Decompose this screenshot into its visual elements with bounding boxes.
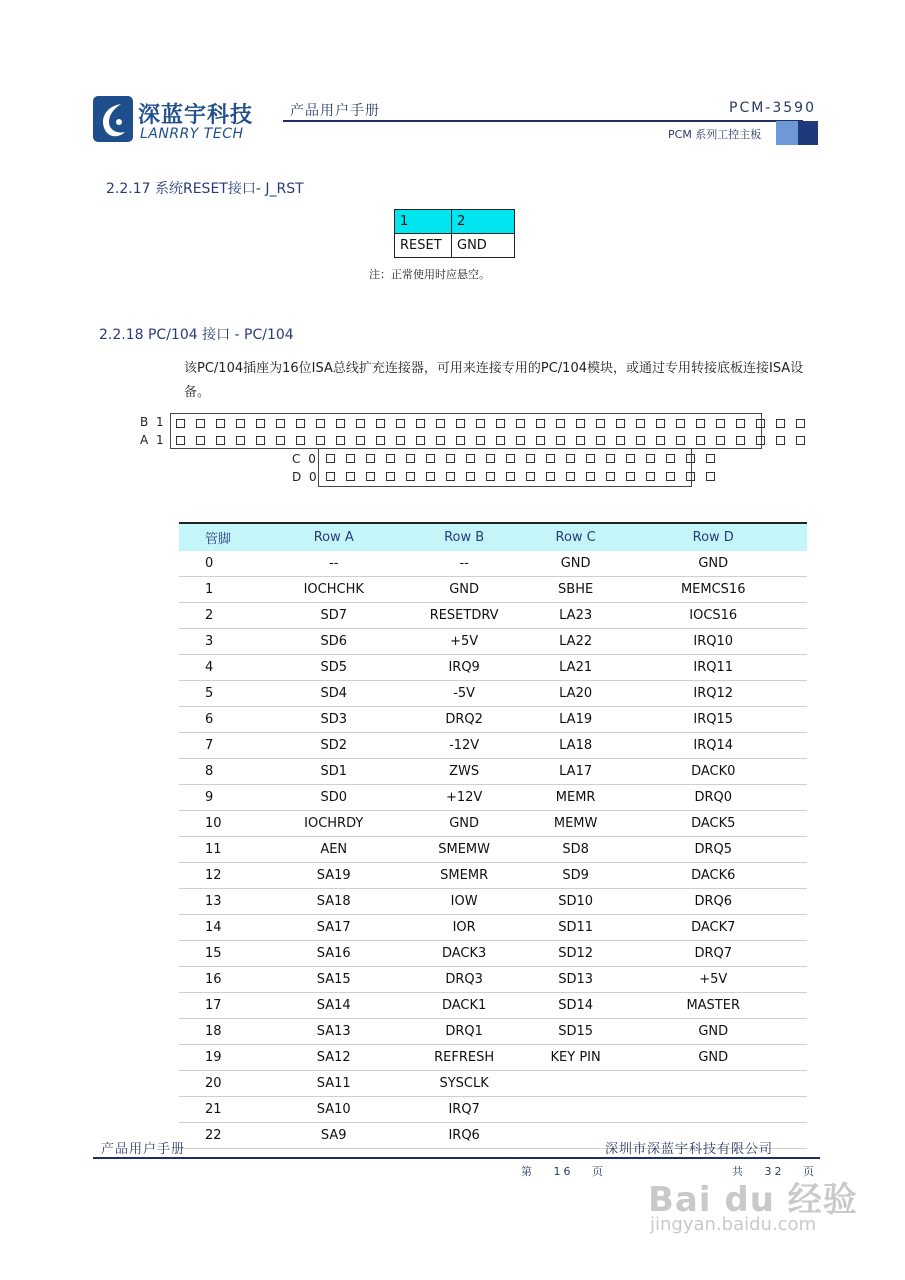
header-accent-block-light xyxy=(776,121,798,145)
pin-square-icon xyxy=(626,454,635,463)
pin-square-icon xyxy=(346,472,355,481)
table-row xyxy=(179,837,807,863)
pin-square-icon xyxy=(596,436,605,445)
table-cell: DRQ2 xyxy=(396,707,531,733)
table-cell: GND xyxy=(396,577,531,603)
header-accent-block-dark xyxy=(798,121,818,145)
pin-square-icon xyxy=(566,454,575,463)
table-cell: SA16 xyxy=(271,941,396,967)
pin-square-icon xyxy=(506,454,515,463)
table-cell xyxy=(619,1071,807,1097)
table-cell: 14 xyxy=(179,915,271,941)
pin-square-icon xyxy=(356,419,365,428)
table-cell: 1 xyxy=(395,210,452,234)
pin-row-b xyxy=(176,419,816,428)
pin-square-icon xyxy=(636,436,645,445)
table-cell: IRQ10 xyxy=(619,629,807,655)
watermark-logo: Bai du 经验 xyxy=(648,1180,858,1220)
table-cell: DACK3 xyxy=(396,941,531,967)
table-cell: 4 xyxy=(179,655,271,681)
pin-square-icon xyxy=(586,472,595,481)
table-cell: DRQ1 xyxy=(396,1019,531,1045)
pin-row-a xyxy=(176,436,816,445)
pin-square-icon xyxy=(386,454,395,463)
table-cell: SA19 xyxy=(271,863,396,889)
pin-square-icon xyxy=(736,419,745,428)
table-cell: 2 xyxy=(179,603,271,629)
table-row xyxy=(179,863,807,889)
table-cell: SD6 xyxy=(271,629,396,655)
pin-square-icon xyxy=(596,419,605,428)
pin-square-icon xyxy=(646,454,655,463)
table-cell: SD5 xyxy=(271,655,396,681)
table-cell: GND xyxy=(532,551,620,577)
pin-square-icon xyxy=(326,472,335,481)
pin-square-icon xyxy=(606,472,615,481)
pin-square-icon xyxy=(526,454,535,463)
column-header: Row A xyxy=(271,523,396,551)
table-row xyxy=(179,811,807,837)
table-cell: MASTER xyxy=(619,993,807,1019)
table-row xyxy=(179,655,807,681)
table-cell: DRQ5 xyxy=(619,837,807,863)
pin-square-icon xyxy=(436,419,445,428)
table-cell: 9 xyxy=(179,785,271,811)
header-divider xyxy=(283,120,803,122)
pin-square-icon xyxy=(716,436,725,445)
table-cell: GND xyxy=(619,1019,807,1045)
pin-square-icon xyxy=(616,436,625,445)
pin-square-icon xyxy=(496,419,505,428)
table-row xyxy=(179,1097,807,1123)
table-cell: LA22 xyxy=(532,629,620,655)
pin-row-d xyxy=(326,472,726,481)
table-cell: -5V xyxy=(396,681,531,707)
connector-label-a1: A 1 xyxy=(140,433,166,447)
pin-square-icon xyxy=(456,419,465,428)
pin-square-icon xyxy=(436,436,445,445)
pin-row-c xyxy=(326,454,726,463)
pin-square-icon xyxy=(216,436,225,445)
table-cell: 5 xyxy=(179,681,271,707)
table-row xyxy=(179,889,807,915)
pin-square-icon xyxy=(396,436,405,445)
table-cell: GND xyxy=(619,551,807,577)
table-cell: DACK7 xyxy=(619,915,807,941)
table-cell: DRQ0 xyxy=(619,785,807,811)
header-series: PCM 系列工控主板 xyxy=(668,128,762,141)
pin-square-icon xyxy=(416,436,425,445)
table-row xyxy=(179,1019,807,1045)
pin-square-icon xyxy=(576,419,585,428)
pin-square-icon xyxy=(316,436,325,445)
table-row xyxy=(179,629,807,655)
table-cell: 15 xyxy=(179,941,271,967)
pc104-pin-table xyxy=(179,522,807,1149)
pin-square-icon xyxy=(556,419,565,428)
table-cell: 13 xyxy=(179,889,271,915)
table-cell: SD14 xyxy=(532,993,620,1019)
pin-square-icon xyxy=(476,419,485,428)
table-cell: IOCHRDY xyxy=(271,811,396,837)
pin-square-icon xyxy=(706,454,715,463)
footer-divider xyxy=(93,1157,820,1159)
pin-square-icon xyxy=(446,454,455,463)
pin-square-icon xyxy=(346,454,355,463)
pin-square-icon xyxy=(366,472,375,481)
table-cell: +12V xyxy=(396,785,531,811)
pin-square-icon xyxy=(356,436,365,445)
pin-square-icon xyxy=(556,436,565,445)
table-row xyxy=(179,551,807,577)
pin-square-icon xyxy=(796,419,805,428)
table-cell: DACK1 xyxy=(396,993,531,1019)
pin-square-icon xyxy=(326,454,335,463)
table-cell: MEMW xyxy=(532,811,620,837)
table-cell: ZWS xyxy=(396,759,531,785)
pin-square-icon xyxy=(666,454,675,463)
table-cell: SD8 xyxy=(532,837,620,863)
pin-square-icon xyxy=(776,436,785,445)
table-row xyxy=(179,993,807,1019)
footer-total-pages: 共 32 页 xyxy=(732,1165,817,1178)
pc104-description: 该PC/104插座为16位ISA总线扩充连接器，可用来连接专用的PC/104模块，或通过专用转接底板连接ISA设备。 xyxy=(184,361,804,400)
table-cell: 1 xyxy=(179,577,271,603)
table-cell: SD12 xyxy=(532,941,620,967)
pin-square-icon xyxy=(276,419,285,428)
table-cell: SD7 xyxy=(271,603,396,629)
pin-square-icon xyxy=(546,454,555,463)
table-cell: GND xyxy=(452,234,515,258)
pin-square-icon xyxy=(316,419,325,428)
table-cell: SD0 xyxy=(271,785,396,811)
table-cell: SA10 xyxy=(271,1097,396,1123)
table-row xyxy=(395,234,515,258)
pin-square-icon xyxy=(536,436,545,445)
pin-square-icon xyxy=(196,419,205,428)
pin-square-icon xyxy=(466,454,475,463)
table-cell: LA21 xyxy=(532,655,620,681)
table-cell xyxy=(532,1071,620,1097)
table-cell: IOR xyxy=(396,915,531,941)
pin-square-icon xyxy=(546,472,555,481)
table-cell: MEMR xyxy=(532,785,620,811)
pin-square-icon xyxy=(606,454,615,463)
table-cell: -12V xyxy=(396,733,531,759)
table-row xyxy=(179,681,807,707)
pin-square-icon xyxy=(676,436,685,445)
table-cell: 17 xyxy=(179,993,271,1019)
pin-square-icon xyxy=(486,454,495,463)
pin-square-icon xyxy=(636,419,645,428)
table-cell: SMEMR xyxy=(396,863,531,889)
table-cell: DACK5 xyxy=(619,811,807,837)
reset-note: 注：正常使用时应悬空。 xyxy=(369,268,490,281)
table-cell: LA19 xyxy=(532,707,620,733)
table-cell: IRQ12 xyxy=(619,681,807,707)
pin-square-icon xyxy=(516,419,525,428)
table-row xyxy=(179,785,807,811)
table-row xyxy=(179,967,807,993)
pin-square-icon xyxy=(296,436,305,445)
table-cell: DRQ7 xyxy=(619,941,807,967)
pin-square-icon xyxy=(676,419,685,428)
table-cell xyxy=(532,1097,620,1123)
table-row xyxy=(179,577,807,603)
pin-square-icon xyxy=(366,454,375,463)
pin-square-icon xyxy=(476,436,485,445)
pin-square-icon xyxy=(696,419,705,428)
header-model: PCM-3590 xyxy=(729,100,816,116)
connector-label-c0: C 0 xyxy=(292,452,318,466)
pin-square-icon xyxy=(756,419,765,428)
table-cell: IRQ9 xyxy=(396,655,531,681)
pin-square-icon xyxy=(396,419,405,428)
table-cell: DRQ6 xyxy=(619,889,807,915)
pin-square-icon xyxy=(196,436,205,445)
table-cell: 7 xyxy=(179,733,271,759)
table-cell: DACK6 xyxy=(619,863,807,889)
table-cell: SA9 xyxy=(271,1123,396,1149)
table-cell: IOCHCHK xyxy=(271,577,396,603)
pin-square-icon xyxy=(446,472,455,481)
table-cell: SA17 xyxy=(271,915,396,941)
table-cell: GND xyxy=(619,1045,807,1071)
connector-label-d0: D 0 xyxy=(292,470,319,484)
pin-square-icon xyxy=(706,472,715,481)
table-cell: IRQ15 xyxy=(619,707,807,733)
pin-square-icon xyxy=(236,419,245,428)
table-cell: 12 xyxy=(179,863,271,889)
table-cell: KEY PIN xyxy=(532,1045,620,1071)
table-cell: SD3 xyxy=(271,707,396,733)
table-cell: -- xyxy=(271,551,396,577)
pin-square-icon xyxy=(646,472,655,481)
table-cell: RESET xyxy=(395,234,452,258)
table-cell: 11 xyxy=(179,837,271,863)
table-cell: 20 xyxy=(179,1071,271,1097)
table-cell: +5V xyxy=(619,967,807,993)
pin-square-icon xyxy=(686,454,695,463)
reset-pin-table xyxy=(394,209,515,258)
table-cell: LA18 xyxy=(532,733,620,759)
table-cell: -- xyxy=(396,551,531,577)
pin-square-icon xyxy=(536,419,545,428)
pin-square-icon xyxy=(256,419,265,428)
pin-square-icon xyxy=(666,472,675,481)
pin-square-icon xyxy=(516,436,525,445)
table-row xyxy=(179,1071,807,1097)
pin-square-icon xyxy=(426,454,435,463)
logo-text-cn: 深蓝宇科技 xyxy=(138,103,254,128)
pin-square-icon xyxy=(736,436,745,445)
table-cell: SA15 xyxy=(271,967,396,993)
table-cell: SA12 xyxy=(271,1045,396,1071)
table-cell: GND xyxy=(396,811,531,837)
pin-square-icon xyxy=(716,419,725,428)
section-heading-reset: 2.2.17 系统RESET接口- J_RST xyxy=(106,181,304,197)
section-heading-pc104: 2.2.18 PC/104 接口 - PC/104 xyxy=(99,327,294,343)
logo-text-en: LANRRY TECH xyxy=(140,126,244,142)
pin-square-icon xyxy=(616,419,625,428)
column-header: Row C xyxy=(532,523,620,551)
table-cell: 18 xyxy=(179,1019,271,1045)
table-cell: IRQ14 xyxy=(619,733,807,759)
pin-square-icon xyxy=(526,472,535,481)
table-row xyxy=(179,707,807,733)
pin-square-icon xyxy=(586,454,595,463)
table-cell: 6 xyxy=(179,707,271,733)
pin-square-icon xyxy=(376,419,385,428)
table-cell: 22 xyxy=(179,1123,271,1149)
table-header-row xyxy=(179,523,807,551)
table-cell: RESETDRV xyxy=(396,603,531,629)
pin-square-icon xyxy=(796,436,805,445)
column-header: Row B xyxy=(396,523,531,551)
pin-square-icon xyxy=(236,436,245,445)
pin-square-icon xyxy=(426,472,435,481)
table-row xyxy=(179,941,807,967)
pin-square-icon xyxy=(566,472,575,481)
pin-square-icon xyxy=(656,419,665,428)
pin-square-icon xyxy=(376,436,385,445)
table-cell: IOW xyxy=(396,889,531,915)
table-row xyxy=(395,210,515,234)
table-cell: LA23 xyxy=(532,603,620,629)
table-cell: 3 xyxy=(179,629,271,655)
table-cell: SA18 xyxy=(271,889,396,915)
table-cell: SD13 xyxy=(532,967,620,993)
pin-square-icon xyxy=(466,472,475,481)
table-row xyxy=(179,915,807,941)
table-cell: SMEMW xyxy=(396,837,531,863)
table-cell: 19 xyxy=(179,1045,271,1071)
table-cell: SD4 xyxy=(271,681,396,707)
watermark-url: jingyan.baidu.com xyxy=(650,1214,817,1235)
table-cell: SA14 xyxy=(271,993,396,1019)
table-cell: SA11 xyxy=(271,1071,396,1097)
pin-square-icon xyxy=(256,436,265,445)
pin-square-icon xyxy=(486,472,495,481)
pin-square-icon xyxy=(496,436,505,445)
table-cell: IOCS16 xyxy=(619,603,807,629)
footer-manual-title: 产品用户手册 xyxy=(101,1142,186,1157)
pin-square-icon xyxy=(756,436,765,445)
pin-square-icon xyxy=(216,419,225,428)
header-manual-title: 产品用户手册 xyxy=(290,103,380,119)
table-cell: SD10 xyxy=(532,889,620,915)
table-cell: REFRESH xyxy=(396,1045,531,1071)
table-row xyxy=(179,603,807,629)
table-cell: DRQ3 xyxy=(396,967,531,993)
table-cell: LA17 xyxy=(532,759,620,785)
table-cell: MEMCS16 xyxy=(619,577,807,603)
table-cell: 8 xyxy=(179,759,271,785)
pin-square-icon xyxy=(776,419,785,428)
pin-square-icon xyxy=(406,454,415,463)
table-cell: 16 xyxy=(179,967,271,993)
pin-square-icon xyxy=(176,419,185,428)
connector-label-b1: B 1 xyxy=(140,415,166,429)
pin-square-icon xyxy=(456,436,465,445)
pin-square-icon xyxy=(506,472,515,481)
table-cell: LA20 xyxy=(532,681,620,707)
table-cell: SYSCLK xyxy=(396,1071,531,1097)
pin-square-icon xyxy=(416,419,425,428)
logo-mark-icon xyxy=(93,96,133,142)
table-row xyxy=(179,1045,807,1071)
table-cell: 0 xyxy=(179,551,271,577)
footer-company: 深圳市深蓝宇科技有限公司 xyxy=(605,1142,774,1157)
pin-square-icon xyxy=(406,472,415,481)
table-cell: SD9 xyxy=(532,863,620,889)
column-header: Row D xyxy=(619,523,807,551)
pin-square-icon xyxy=(386,472,395,481)
pin-square-icon xyxy=(626,472,635,481)
pin-square-icon xyxy=(296,419,305,428)
table-cell: AEN xyxy=(271,837,396,863)
table-cell: SD11 xyxy=(532,915,620,941)
pin-square-icon xyxy=(686,472,695,481)
table-cell: IRQ6 xyxy=(396,1123,531,1149)
table-cell: 2 xyxy=(452,210,515,234)
table-cell: SA13 xyxy=(271,1019,396,1045)
table-cell: DACK0 xyxy=(619,759,807,785)
table-row xyxy=(179,733,807,759)
pin-square-icon xyxy=(576,436,585,445)
table-cell: SBHE xyxy=(532,577,620,603)
pin-square-icon xyxy=(656,436,665,445)
table-cell xyxy=(619,1097,807,1123)
pin-square-icon xyxy=(336,436,345,445)
pin-square-icon xyxy=(336,419,345,428)
footer-page-number: 第 16 页 xyxy=(521,1165,606,1178)
table-cell: SD2 xyxy=(271,733,396,759)
column-header: 管脚 xyxy=(179,523,271,551)
table-cell: SD15 xyxy=(532,1019,620,1045)
pin-square-icon xyxy=(276,436,285,445)
table-row xyxy=(179,759,807,785)
pin-square-icon xyxy=(696,436,705,445)
table-cell: SD1 xyxy=(271,759,396,785)
table-cell: 10 xyxy=(179,811,271,837)
table-cell: IRQ7 xyxy=(396,1097,531,1123)
table-cell: +5V xyxy=(396,629,531,655)
table-cell: IRQ11 xyxy=(619,655,807,681)
table-cell: 21 xyxy=(179,1097,271,1123)
pin-square-icon xyxy=(176,436,185,445)
